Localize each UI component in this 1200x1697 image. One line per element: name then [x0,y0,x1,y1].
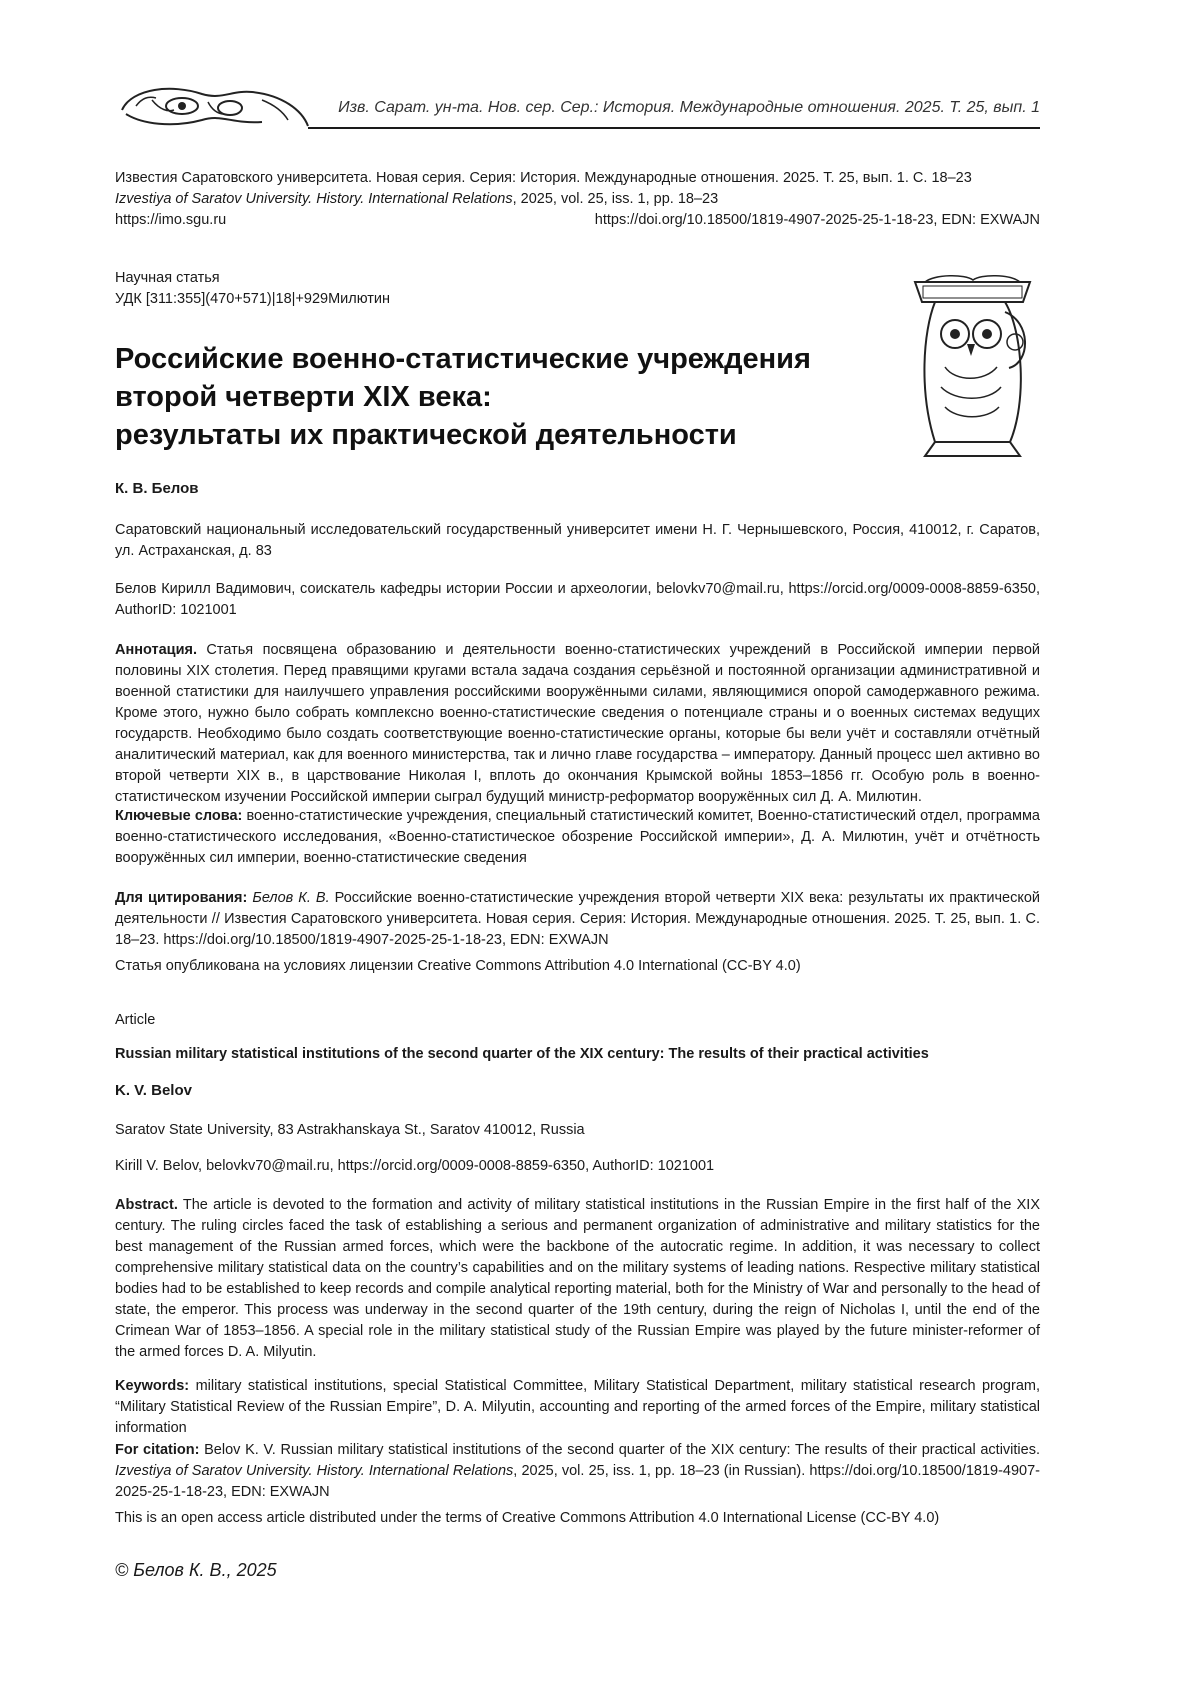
citation-en-rest: , 2025, vol. 25, iss. 1, pp. 18–23 [513,191,719,207]
article-title-ru [115,340,875,454]
citation-ru: Известия Саратовского университета. Новая серия. Серия: История. Международные отношения. 2025. Т. 25, вып. 1. С. 18–23 [115,168,1040,189]
keywords-en [115,1376,1040,1439]
site-link[interactable]: https://imo.sgu.ru [115,210,226,231]
citation-ru-block [115,888,1040,951]
running-title: Изв. Сарат. ун-та. Нов. сер. Сер.: История. Международные отношения. 2025. Т. 25, вып. 1 [338,99,1040,117]
cite-label-en: For citation: [115,1442,199,1458]
citation-en [115,189,1040,210]
keywords-ru [115,806,1040,869]
running-header [112,80,1040,136]
citation-en-journal: Izvestiya of Saratov University. History. International Relations [115,191,513,207]
affiliation-ru: Саратовский национальный исследовательский государственный университет имени Н. Г. Чернышевского, Россия, 410012, г. Саратов, ул. Астраханская, д. 83 [115,520,1040,562]
license-en: This is an open access article distributed under the terms of Creative Commons Attribution 4.0 International License (CC-BY 4.0) [115,1508,1040,1529]
abstract-text-ru: Статья посвящена образованию и деятельности военно-статистических учреждений в Российской империи первой половины XIX столетия. Перед правящими кругами встала задача создания серьёзной и постоянной организации административной и военной статистики для наилучшего управления российскими вооружёнными силами, являющимися опорой самодержавного режима. Кроме этого, нужно было собрать комплексно военно-статистические сведения о потенциале страны и о военных системах ведущих государств. Необходимо было создать соответствующие военно-статистические органы, которые бы вели учёт и составляли отчётный аналитический материал, как для военного министерства, так и лично главе государства – императору. Данный процесс шел активно во второй четверти XIX в., в царствование Николая I, вплоть до окончания Крымской войны 1853–1856 гг. Особую роль в военно-статистическом изучении Российской империи сыграл будущий министр-реформатор вооружённых сил Д. А. Милютин. [115,642,1040,805]
header-rule [308,127,1040,129]
affiliation-en: Saratov State University, 83 Astrakhanskaya St., Saratov 410012, Russia [115,1120,1040,1141]
author-en: K. V. Belov [115,1080,1040,1101]
article-type-ru: Научная статья [115,268,1040,289]
title-line: второй четверти XIX века: [115,378,875,416]
keywords-label-ru: Ключевые слова: [115,808,242,824]
copyright: © Белов К. В., 2025 [115,1560,277,1581]
journal-citation-block [115,168,1040,231]
abstract-text-en: The article is devoted to the formation and activity of military statistical institutions in the Russian Empire in the first half of the XIX century. The ruling circles faced the task of establishing a serious and permanent organization of administrative and military statistics for the best management of the Russian armed forces, which were the backbone of the autocratic regime. In addition, it was necessary to collect comprehensive military statistical data on the country’s capabilities and on the military systems of leading nations. Respective military statistical bodies had to be established to keep records and compile analytical reporting material, both for the Ministry of War and personally to the head of state, the emperor. This process was underway in the second quarter of the 19th century, during the reign of Nicholas I, until the end of the Crimean War of 1853–1856. A special role in the military statistical study of the Russian Empire was played by the future minister-reformer of the armed forces D. A. Milyutin. [115,1197,1040,1360]
keywords-text-ru: военно-статистические учреждения, специальный статистический комитет, Военно-статистический отдел, программа военно-статистического исследования, «Военно-статистическое обозрение Российской империи», Д. А. Милютин, учёт и отчётность вооружённых сил империи, военно-статистические сведения [115,808,1040,866]
article-title-en: Russian military statistical institutions of the second quarter of the XIX century: The results of their practical activities [115,1044,1040,1065]
author-ru: К. В. Белов [115,478,1040,499]
keywords-label-en: Keywords: [115,1378,189,1394]
udc: УДК [311:355](470+571)|18|+929Милютин [115,289,1040,310]
cite-author-ru: Белов К. В. [247,890,329,906]
cite-text-en-2: , 2025, vol. 25, iss. 1, pp. 18–23 (in Russian). https://doi.org/10.18500/1819-4907-2025-25-1-18-23, EDN: EXWAJN [115,1463,1040,1500]
owl-emblem-icon [905,272,1040,462]
keywords-text-en: military statistical institutions, special Statistical Committee, Military Statistical Department, military statistical research program, “Military Statistical Review of the Russian Empire”, D. A. Milyutin, accounting and reporting of the armed forces of the Empire, military statistical information [115,1378,1040,1436]
cite-label-ru: Для цитирования: [115,890,247,906]
abstract-ru [115,640,1040,808]
cite-journal-en: Izvestiya of Saratov University. History. International Relations [115,1463,513,1479]
author-info-ru: Белов Кирилл Вадимович, соискатель кафедры истории России и археологии, belovkv70@mail.ru, https://orcid.org/0009-0008-8859-6350, AuthorID: 1021001 [115,579,1040,621]
doi-edn[interactable]: https://doi.org/10.18500/1819-4907-2025-25-1-18-23, EDN: EXWAJN [595,210,1040,231]
cite-text-en-1: Belov K. V. Russian military statistical institutions of the second quarter of the XIX century: The results of their practical activities. [199,1442,1040,1458]
abstract-label-ru: Аннотация. [115,642,197,658]
cite-text-ru: Российские военно-статистические учреждения второй четверти XIX века: результаты их практической деятельности // Известия Саратовского университета. Новая серия. Серия: История. Международные отношения. 2025. Т. 25, вып. 1. С. 18–23. https://doi.org/10.18500/1819-4907-2025-25-1-18-23, EDN: EXWAJN [115,890,1040,948]
license-ru: Статья опубликована на условиях лицензии Creative Commons Attribution 4.0 International (CC-BY 4.0) [115,956,1040,977]
abstract-label-en: Abstract. [115,1197,178,1213]
article-page [0,0,1200,1697]
article-type-en: Article [115,1010,1040,1031]
title-line: результаты их практической деятельности [115,416,875,454]
author-info-en: Kirill V. Belov, belovkv70@mail.ru, https://orcid.org/0009-0008-8859-6350, AuthorID: 1021001 [115,1156,1040,1177]
article-meta [115,268,1040,310]
abstract-en [115,1195,1040,1363]
citation-en-block [115,1440,1040,1503]
title-line: Российские военно-статистические учреждения [115,340,875,378]
